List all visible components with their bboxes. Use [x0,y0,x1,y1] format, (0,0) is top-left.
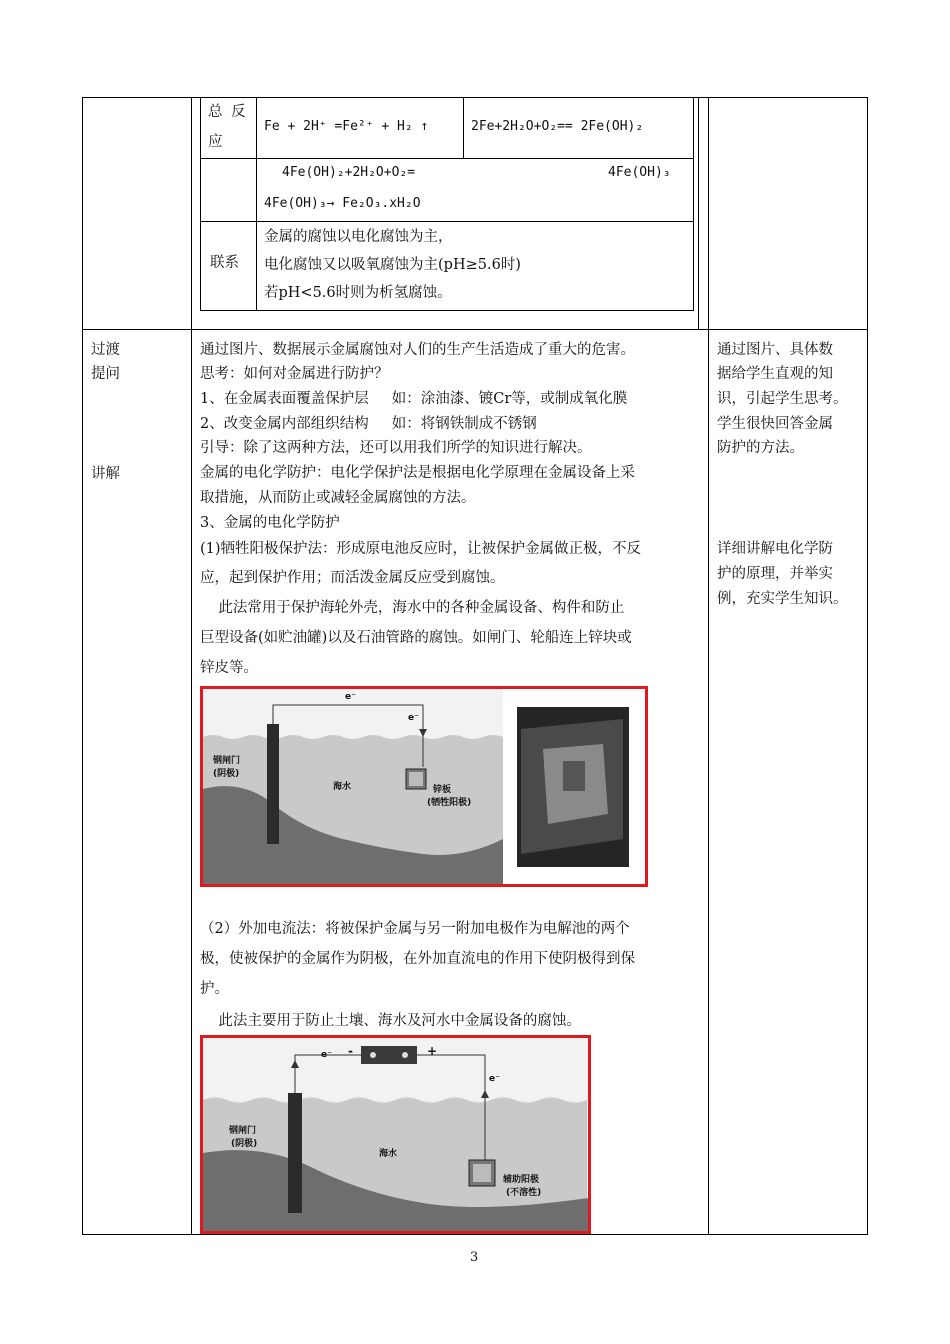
diagram-sacrificial-anode [203,689,645,884]
diagram-impressed-current [203,1038,588,1231]
main-line-5: 引导：除了这两种方法，还可以用我们所学的知识进行解决。 [200,440,592,456]
right-note-a-1: 通过图片、具体数 [717,342,833,358]
main-line-4: 2、改变金属内部组织结构 如：将钢铁制成不锈钢 [200,416,537,432]
figure-sacrificial-anode [200,686,648,887]
right-note-a-3: 识，引起学生思考。 [717,391,848,407]
equation-acid-text: Fe + 2H⁺ =Fe²⁺ + H₂ ↑ [264,119,429,134]
fig1-zinc-label-1: 锌板 [433,785,452,795]
fig2-minus-sign: - [348,1044,353,1058]
right-note-b-1: 详细讲解电化学防 [717,541,833,557]
fig2-gate-label-1: 钢闸门 [229,1126,257,1136]
left-label-explain: 讲解 [91,466,120,482]
outer-table-col-divider-1 [191,97,192,1235]
right-note-b-2: 护的原理，并举实 [717,566,833,582]
fig2-anode-label-2: (不溶性) [506,1188,542,1198]
outer-table-left-border [82,97,83,1235]
right-note-a-2: 据给学生直观的知 [717,366,833,382]
equation-second-left: 4Fe(OH)₂+2H₂O+O₂= [282,165,416,180]
equation-second-right: 4Fe(OH)₃ [608,165,671,180]
right-note-a-5: 防护的方法。 [717,440,804,456]
main-line-6: 金属的电化学防护：电化学保护法是根据电化学原理在金属设备上采 [200,465,635,481]
left-label-question: 提问 [91,366,120,382]
fig2-electron-left: e⁻ [321,1050,332,1060]
outer-table-col-divider-2 [708,97,709,1235]
fig1-gate-label-1: 钢闸门 [213,756,241,766]
inner-table-row2-bottom [200,221,694,222]
main-line-13: 锌皮等。 [200,660,258,676]
right-note-a-4: 学生很快回答金属 [717,416,833,432]
left-label-transition: 过渡 [91,342,120,358]
main-line-2: 思考：如何对金属进行防护？ [200,366,389,382]
equation-third: 4Fe(OH)₃→ Fe₂O₃.xH₂O [264,196,421,211]
fig1-zinc-label-2: (牺牲阳极) [427,798,472,808]
main-line-10: 应，起到保护作用；而活泼金属反应受到腐蚀。 [200,570,505,586]
fig1-gate-label-2: (阴极) [213,769,240,779]
outer-table-bottom-border [82,1234,868,1235]
fig1-water-label: 海水 [333,782,352,792]
fig1-electron-top: e⁻ [345,692,356,702]
inner-table-eq-divider [463,97,464,159]
main-line-7: 取措施，从而防止或减轻金属腐蚀的方法。 [200,490,476,506]
equation-oxygen-text: 2Fe+2H₂O+O₂== 2Fe(OH)₂ [471,119,644,134]
link-line-1: 金属的腐蚀以电化腐蚀为主， [264,229,453,245]
main-line-3: 1、在金属表面覆盖保护层 如：涂油漆、镀Cr等，或制成氧化膜 [200,391,628,407]
equation-acid-corrosion [264,117,428,137]
inner-table-row1-bottom [200,158,694,159]
equation-oxygen-corrosion [471,117,643,137]
inner-table-right [693,97,694,311]
main-line-8: 3、金属的电化学防护 [200,515,340,531]
link-line-2: 电化腐蚀又以吸氧腐蚀为主(pH≥5.6时) [264,257,521,273]
main-line-17: 此法主要用于防止土壤、海水及河水中金属设备的腐蚀。 [200,1013,581,1029]
fig2-electron-right: e⁻ [489,1074,500,1084]
fig2-plus-sign: + [427,1044,438,1058]
figure-impressed-current [200,1035,591,1234]
fig2-gate-label-2: (阴极) [231,1139,258,1149]
inner-table-left [200,97,201,311]
outer-table-right-border [867,97,868,1235]
fig1-electron-side: e⁻ [408,713,419,723]
inner-table-bottom [200,310,694,311]
main-line-12: 巨型设备(如贮油罐)以及石油管路的腐蚀。如闸门、轮船连上锌块或 [200,630,632,646]
main-line-1: 通过图片、数据展示金属腐蚀对人们的生产生活造成了重大的危害。 [200,342,635,358]
inner-table-label-divider [256,97,257,311]
main-line-14: （2）外加电流法：将被保护金属与另一附加电极作为电解池的两个 [200,921,630,937]
fig2-anode-label-1: 辅助阳极 [503,1175,540,1185]
main-line-15: 极，使被保护的金属作为阴极，在外加直流电的作用下使阴极得到保 [200,951,635,967]
right-note-b-3: 例，充实学生知识。 [717,591,848,607]
page-number: 3 [470,1250,479,1265]
fig2-water-label: 海水 [379,1149,398,1159]
inner-table-right-double [698,97,699,329]
main-line-9: (1)牺牲阳极保护法：形成原电池反应时，让被保护金属做正极，不反 [200,541,642,557]
inner-table-top [200,97,694,98]
main-line-16: 护。 [200,981,229,997]
label-total-reaction-line1: 总 反 [208,104,248,120]
main-line-11: 此法常用于保护海轮外壳，海水中的各种金属设备、构件和防止 [200,600,625,616]
label-link: 联系 [210,255,239,271]
label-total-reaction-line2: 应 [208,134,223,150]
outer-table-row-divider [82,329,868,330]
link-line-3: 若pH<5.6时则为析氢腐蚀。 [264,285,452,301]
